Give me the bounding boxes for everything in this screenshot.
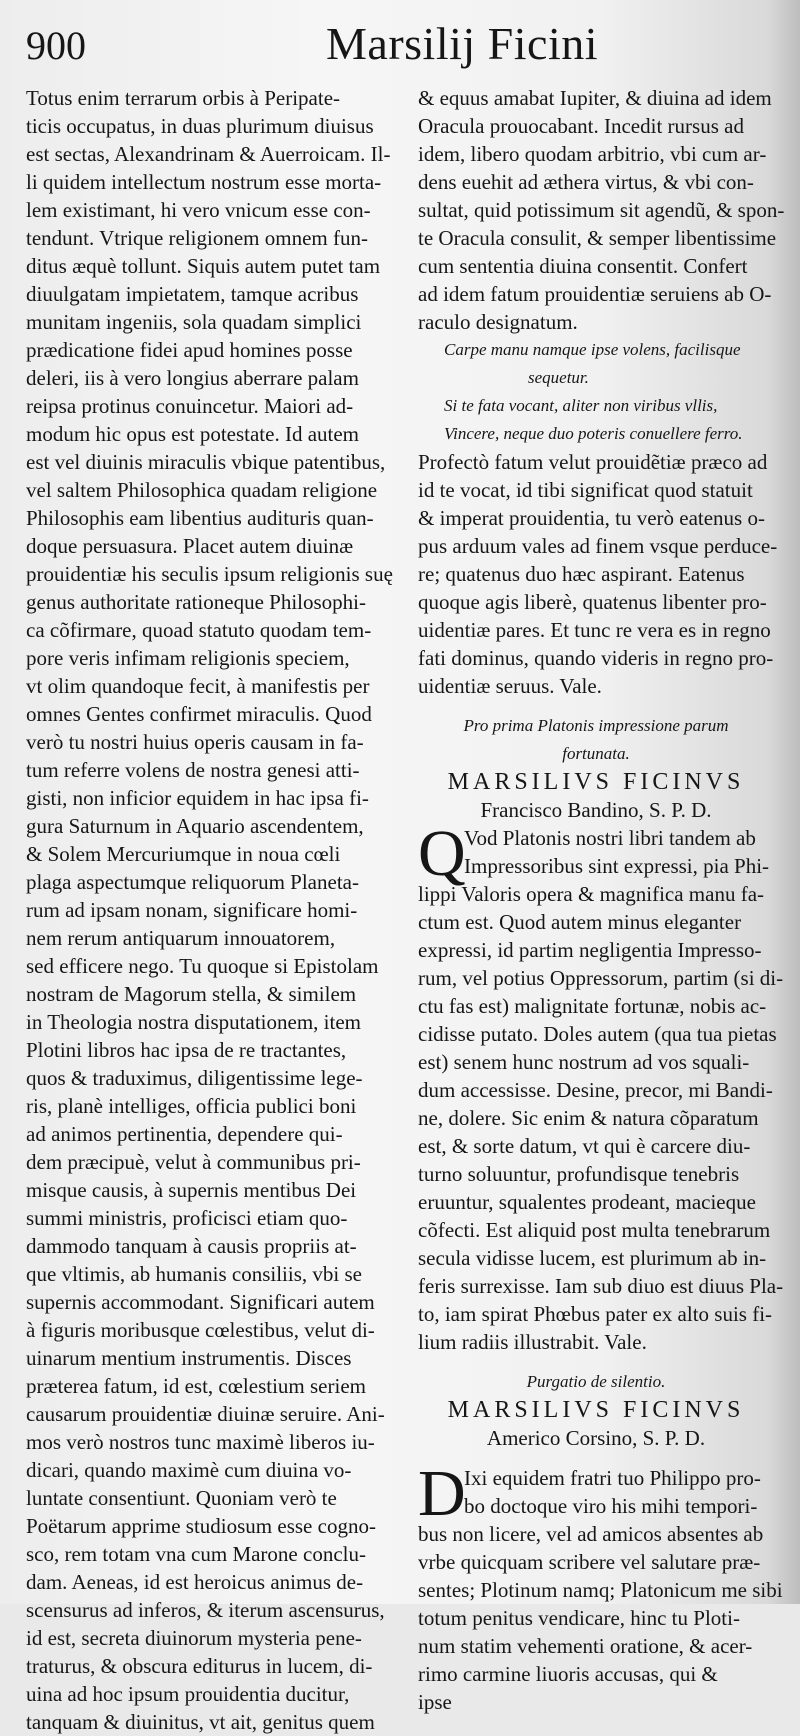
- text-line: Poëtarum apprime studiosum esse cogno-: [26, 1514, 376, 1538]
- text-line: bo doctoque viro his mihi tempori-: [464, 1494, 758, 1518]
- text-line: munitam ingeniis, sola quadam simplici: [26, 310, 362, 334]
- text-line: raculo designatum.: [418, 310, 578, 334]
- letter1-closing: [418, 448, 778, 700]
- text-line: que vltimis, ab humanis consiliis, vbi se: [26, 1262, 362, 1286]
- text-line: lippi Valoris opera & magnifica manu fa-: [418, 882, 765, 906]
- text-line: nem rerum antiquarum innouatorem,: [26, 926, 336, 950]
- text-line: pore veris infimam religionis speciem,: [26, 646, 350, 670]
- letter2-author: MARSILIVS FICINVS: [447, 769, 745, 795]
- text-line: lium radiis illustrabit. Vale.: [418, 1330, 647, 1354]
- text-line: & imperat prouidentia, tu verò eatenus o-: [418, 506, 765, 530]
- letter2-subject-line1: Pro prima Platonis impressione parum: [463, 716, 729, 735]
- text-line: gura Saturnum in Aquario ascendentem,: [26, 814, 364, 838]
- text-line: scensurus ad inferos, & iterum ascensurus,: [26, 1598, 385, 1622]
- text-line: & equus amabat Iupiter, & diuina ad idem: [418, 86, 772, 110]
- text-line: ctu fas est) malignitate fortunæ, nobis ac-: [418, 994, 767, 1018]
- letter2-subject-line2: fortunata.: [562, 744, 630, 763]
- text-line: ticis occupatus, in duas plurimum diuisus: [26, 114, 374, 138]
- text-line: Oracula prouocabant. Incedit rursus ad: [418, 114, 744, 138]
- text-line: totum penitus vendicare, hinc tu Ploti-: [418, 1606, 740, 1630]
- text-line: cidisse putato. Doles autem (qua tua pietas: [418, 1022, 777, 1046]
- text-line: Ixi equidem fratri tuo Philippo pro-: [464, 1466, 761, 1490]
- text-line: misque causis, à supernis mentibus Dei: [26, 1178, 357, 1202]
- text-line: est) senem hunc nostrum ad vos squali-: [418, 1050, 750, 1074]
- text-line: prouidentiæ his seculis ipsum religionis suę: [26, 562, 393, 586]
- left-column: [26, 84, 396, 1736]
- text-line: te Oracula consulit, & semper libentissime: [418, 226, 777, 250]
- text-line: dammodo tanquam à causis propriis at-: [26, 1234, 357, 1258]
- text-line: id est, secreta diuinorum mysteria pene-: [26, 1626, 362, 1650]
- text-line: summi ministris, proficisci etiam quo-: [26, 1206, 348, 1230]
- text-line: Profectò fatum velut prouidẽtiæ præco ad: [418, 450, 768, 474]
- text-line: to, iam spirat Phœbus pater ex alto suis fi-: [418, 1302, 773, 1326]
- text-line: luntate consentiunt. Quoniam verò te: [26, 1486, 337, 1510]
- text-line: ca cõfirmare, quoad statuto quodam tem-: [26, 618, 372, 642]
- text-line: traturus, & obscura editurus in lucem, di-: [26, 1654, 373, 1678]
- text-line: vrbe quicquam scribere vel salutare præ-: [418, 1550, 761, 1574]
- text-line: ditus æquè tollunt. Siquis autem putet tam: [26, 254, 381, 278]
- text-line: feris surrexisse. Iam sub diuo est diuus Pla-: [418, 1274, 784, 1298]
- letter2-body: [418, 817, 784, 1356]
- text-line: est, & sorte datum, vt qui è carcere diu-: [418, 1134, 751, 1158]
- text-line: gisti, non inficior equidem in hac ipsa fi-: [26, 786, 369, 810]
- letter2-recipient: Francisco Bandino, S. P. D.: [480, 798, 712, 822]
- text-line: doque persuasura. Placet autem diuinæ: [26, 534, 354, 558]
- letter3-recipient: Americo Corsino, S. P. D.: [486, 1426, 706, 1450]
- text-line: uidentiæ seruus. Vale.: [418, 674, 602, 698]
- text-line: num statim vehementi oratione, & acer-: [418, 1634, 753, 1658]
- text-line: rum, vel potius Oppressorum, partim (si di-: [418, 966, 784, 990]
- text-line: diuulgatam impietatem, tamque acribus: [26, 282, 359, 306]
- text-line: deleri, iis à vero longius aberrare palam: [26, 366, 359, 390]
- text-line: reipsa protinus conuincetur. Maiori ad-: [26, 394, 354, 418]
- text-line: turno soluuntur, profundisque tenebris: [418, 1162, 740, 1186]
- page-header: [26, 18, 770, 78]
- text-line: quoque agis liberè, quatenus libenter pro-: [418, 590, 767, 614]
- page-number: 900: [26, 23, 86, 68]
- text-line: quos & traduximus, diligentissime lege-: [26, 1066, 363, 1090]
- text-line: rum ad ipsam nonam, significare homi-: [26, 898, 358, 922]
- text-line: ad idem fatum prouidentiæ seruiens ab O-: [418, 282, 772, 306]
- text-line: ne, dolere. Sic enim & natura cõparatum: [418, 1106, 759, 1130]
- text-line: est sectas, Alexandrinam & Auerroicam. Il-: [26, 142, 391, 166]
- text-line: à figuris moribusque cœlestibus, velut di-: [26, 1318, 375, 1342]
- text-line: Vod Platonis nostri libri tandem ab: [464, 826, 756, 850]
- text-line: nostram de Magorum stella, & similem: [26, 982, 357, 1006]
- text-line: vt olim quandoque fecit, à manifestis per: [26, 674, 370, 698]
- letter3-subject: Purgatio de silentio.: [526, 1372, 666, 1391]
- text-line: dam. Aeneas, id est heroicus animus de-: [26, 1570, 364, 1594]
- text-line: cum sententia diuina consentit. Confert: [418, 254, 748, 278]
- text-line: prædicatione fidei apud homines posse: [26, 338, 353, 362]
- text-line: dum accessisse. Desine, precor, mi Bandi-: [418, 1078, 773, 1102]
- text-line: præterea fatum, id est, cœlestium seriem: [26, 1374, 366, 1398]
- text-line: vel saltem Philosophica quadam religione: [26, 478, 378, 502]
- text-line: uidentiæ pares. Et tunc re vera es in regno: [418, 618, 771, 642]
- text-line: tanquam & diuinitus, vt ait, genitus quem: [26, 1710, 375, 1734]
- text-line: dicari, quando maximè cum diuina vo-: [26, 1458, 352, 1482]
- text-line: modum hic opus est potestate. Id autem: [26, 422, 360, 446]
- text-line: omnes Gentes confirmet miraculis. Quod: [26, 702, 372, 726]
- text-line: verò tu nostri huius operis causam in fa-: [26, 730, 364, 754]
- text-line: tum referre volens de nostra genesi atti-: [26, 758, 360, 782]
- text-line: expressi, id partim negligentia Impresso-: [418, 938, 762, 962]
- text-line: id te vocat, id tibi significat quod statuit: [418, 478, 753, 502]
- text-line: sentes; Plotinum namq; Platonicum me sibi: [418, 1578, 783, 1602]
- letter3-body: [418, 1457, 783, 1716]
- text-line: sultat, quid potissimum sit agendũ, & spon-: [418, 198, 785, 222]
- text-line: Plotini libros hac ipsa de re tractantes,: [26, 1038, 347, 1062]
- verse-line: sequetur.: [528, 368, 589, 387]
- text-line: re; quatenus duo hæc aspirant. Eatenus: [418, 562, 745, 586]
- text-line: uina ad hoc ipsum prouidentia ducitur,: [26, 1682, 350, 1706]
- text-line: fati dominus, quando videris in regno pro-: [418, 646, 774, 670]
- letter3-author: MARSILIVS FICINVS: [447, 1397, 745, 1423]
- text-line: Totus enim terrarum orbis à Peripate-: [26, 86, 341, 110]
- text-line: cõfecti. Est aliquid post multa tenebrarum: [418, 1218, 771, 1242]
- running-head: Marsilij Ficini: [326, 18, 598, 69]
- right-column: [418, 84, 785, 1716]
- verse-line: Si te fata vocant, aliter non viribus vllis,: [444, 396, 718, 415]
- text-line: est vel diuinis miraculis vbique patentibus,: [26, 450, 386, 474]
- text-line: Impressoribus sint expressi, pia Phi-: [464, 854, 770, 878]
- text-line: plaga aspectumque reliquorum Planeta-: [26, 870, 359, 894]
- text-line: secula vidisse lucem, est plurimum ab in-: [418, 1246, 767, 1270]
- text-line: dens euehit ad æthera virtus, & vbi con-: [418, 170, 754, 194]
- text-line: Philosophis eam libentius audituris quan-: [26, 506, 374, 530]
- text-line: bus non licere, vel ad amicos absentes ab: [418, 1522, 764, 1546]
- text-line: supernis accommodant. Significari autem: [26, 1290, 375, 1314]
- text-line: sco, rem totam vna cum Marone conclu-: [26, 1542, 366, 1566]
- text-line: causarum prouidentiæ diuinæ seruire. Ani-: [26, 1402, 385, 1426]
- text-line: dem præcipuè, velut à communibus pri-: [26, 1150, 361, 1174]
- text-line: ctum est. Quod autem minus eleganter: [418, 910, 742, 934]
- verse-line: Carpe manu namque ipse volens, facilisque: [444, 340, 741, 359]
- text-line: mos verò nostros tunc maximè liberos iu-: [26, 1430, 375, 1454]
- letter2-dropcap: Q: [418, 817, 466, 890]
- text-line: ris, planè intelliges, officia publici boni: [26, 1094, 357, 1118]
- virgil-verse: [418, 336, 774, 448]
- verse-line: Vincere, neque duo poteris conuellere ferro.: [444, 424, 743, 443]
- text-line: eruuntur, squalentes prodeant, macieque: [418, 1190, 756, 1214]
- text-line: lem existimant, hi vero vnicum esse con-: [26, 198, 371, 222]
- text-line: sed efficere nego. Tu quoque si Epistolam: [26, 954, 379, 978]
- letter1-continuation: [418, 84, 785, 336]
- text-line: idem, libero quodam arbitrio, vbi cum ar-: [418, 142, 767, 166]
- text-line: ipse: [418, 1690, 452, 1714]
- text-line: pus arduum vales ad finem vsque perduce-: [418, 534, 778, 558]
- text-line: uinarum mentium instrumentis. Disces: [26, 1346, 352, 1370]
- text-line: & Solem Mercuriumque in noua cœli: [26, 842, 341, 866]
- text-line: rimo carmine liuoris accusas, qui &: [418, 1662, 718, 1686]
- text-line: in Theologia nostra disputationem, item: [26, 1010, 361, 1034]
- text-line: genus authoritate rationeque Philosophi-: [26, 590, 367, 614]
- letter3-dropcap: D: [418, 1457, 466, 1530]
- text-line: tendunt. Vtrique religionem omnem fun-: [26, 226, 368, 250]
- text-line: li quidem intellectum nostrum esse morta-: [26, 170, 382, 194]
- text-line: ad animos pertinentia, dependere qui-: [26, 1122, 343, 1146]
